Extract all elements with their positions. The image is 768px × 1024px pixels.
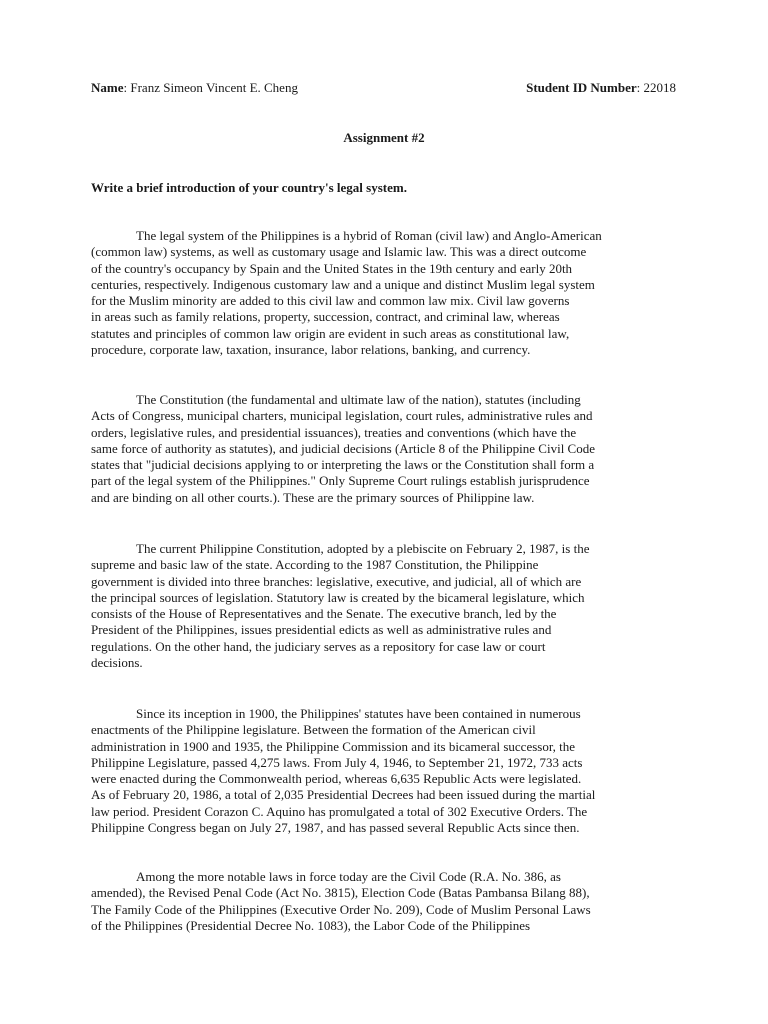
paragraph-line: procedure, corporate law, taxation, insurance, labor relations, banking, and currency. — [91, 342, 531, 358]
paragraph-line: The current Philippine Constitution, adopted by a plebiscite on February 2, 1987, is the — [136, 541, 590, 556]
paragraph-line: The Family Code of the Philippines (Executive Order No. 209), Code of Muslim Personal Laws — [91, 901, 591, 917]
paragraph-line: in areas such as family relations, property, succession, contract, and criminal law, whereas — [91, 309, 560, 325]
paragraph-4 — [91, 706, 676, 836]
paragraph-line: part of the legal system of the Philippines." Only Supreme Court rulings establish jurisprudence — [91, 473, 590, 489]
paragraph-line: decisions. — [91, 655, 143, 671]
paragraph-line: President of the Philippines, issues presidential edicts as well as administrative rules and — [91, 622, 552, 638]
student-id-value: : 22018 — [636, 80, 676, 95]
paragraph-line: Philippine Legislature, passed 4,275 laws. From July 4, 1946, to September 21, 1972, 733 acts — [91, 754, 583, 770]
name-value: : Franz Simeon Vincent E. Cheng — [123, 80, 298, 95]
paragraph-line: (common law) systems, as well as customary usage and Islamic law. This was a direct outcome — [91, 244, 587, 260]
paragraph-line: were enacted during the Commonwealth period, whereas 6,635 Republic Acts were legislated. — [91, 771, 582, 787]
student-name — [91, 79, 298, 97]
paragraph-line: same force of authority as statutes), and judicial decisions (Article 8 of the Philippine Civil Code — [91, 440, 595, 456]
assignment-title: Assignment #2 — [343, 130, 425, 145]
paragraph-line: states that "judicial decisions applying to or interpreting the laws or the Constitution shall form a — [91, 457, 595, 473]
student-id-label: Student ID Number — [526, 80, 637, 95]
paragraph-line: consists of the House of Representatives and the Senate. The executive branch, led by the — [91, 606, 557, 622]
paragraph-line: Philippine Congress began on July 27, 1987, and has passed several Republic Acts since then. — [91, 820, 580, 836]
paragraph-line: enactments of the Philippine legislature. Between the formation of the American civil — [91, 722, 536, 738]
name-label: Name — [91, 80, 124, 95]
paragraph-line: supreme and basic law of the state. According to the 1987 Constitution, the Philippine — [91, 557, 539, 573]
paragraph-line: centuries, respectively. Indigenous customary law and a unique and distinct Muslim legal system — [91, 276, 595, 292]
paragraph-3 — [91, 541, 676, 671]
paragraph-line: As of February 20, 1986, a total of 2,035 Presidential Decrees had been issued during the martial — [91, 787, 596, 803]
paragraph-line: and are binding on all other courts.). These are the primary sources of Philippine law. — [91, 489, 535, 505]
paragraph-line: regulations. On the other hand, the judiciary serves as a repository for case law or court — [91, 638, 546, 654]
paragraph-5 — [91, 869, 676, 934]
paragraph-line: Since its inception in 1900, the Philippines' statutes have been contained in numerous — [136, 706, 581, 721]
paragraph-line: amended), the Revised Penal Code (Act No. 3815), Election Code (Batas Pambansa Bilang 88), — [91, 885, 590, 901]
paragraph-line: government is divided into three branches: legislative, executive, and judicial, all of which are — [91, 573, 582, 589]
paragraph-line: of the country's occupancy by Spain and the United States in the 19th century and early 20th — [91, 260, 573, 276]
paragraph-1 — [91, 228, 676, 358]
paragraph-line: Acts of Congress, municipal charters, municipal legislation, court rules, administrative rules and — [91, 408, 593, 424]
paragraph-line: of the Philippines (Presidential Decree No. 1083), the Labor Code of the Philippines — [91, 917, 531, 933]
paragraph-line: The Constitution (the fundamental and ultimate law of the nation), statutes (including — [136, 392, 581, 407]
header-row — [91, 79, 676, 97]
student-id — [526, 79, 676, 97]
paragraph-line: law period. President Corazon C. Aquino has promulgated a total of 302 Executive Orders. The — [91, 803, 588, 819]
paragraph-line: orders, legislative rules, and presidential issuances), treaties and conventions (which have the — [91, 424, 577, 440]
assignment-question: Write a brief introduction of your country's legal system. — [91, 180, 407, 195]
paragraph-line: the principal sources of legislation. Statutory law is created by the bicameral legislature, which — [91, 589, 585, 605]
paragraph-line: administration in 1900 and 1935, the Philippine Commission and its bicameral successor, the — [91, 738, 576, 754]
paragraph-line: Among the more notable laws in force today are the Civil Code (R.A. No. 386, as — [136, 869, 561, 884]
paragraph-2 — [91, 392, 676, 506]
paragraph-line: statutes and principles of common law origin are evident in such areas as constitutional law, — [91, 325, 570, 341]
paragraph-line: for the Muslim minority are added to this civil law and common law mix. Civil law governs — [91, 293, 570, 309]
paragraph-line: The legal system of the Philippines is a hybrid of Roman (civil law) and Anglo-American — [136, 228, 602, 243]
